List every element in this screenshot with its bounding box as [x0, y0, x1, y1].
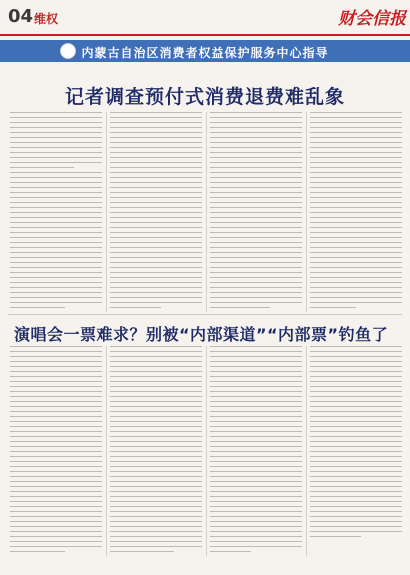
article2-column-1: [10, 346, 102, 556]
article1-column-2: [110, 112, 202, 312]
article1-column-3: [210, 112, 302, 312]
section-divider: [8, 314, 402, 315]
header-rule: [0, 34, 410, 36]
article2-column-4: [310, 346, 402, 541]
banner-title: 内蒙古自治区消费者权益保护服务中心指导: [81, 46, 329, 60]
article2-headline: 演唱会一票难求？别被“内部渠道”“内部票”钓鱼了: [14, 325, 389, 344]
article1-headline: 记者调查预付式消费退费难乱象: [64, 86, 345, 108]
article2-column-3: [210, 346, 302, 556]
column-divider: [206, 346, 207, 556]
article1-column-1: [10, 112, 102, 312]
section-title: 维权: [34, 12, 59, 26]
column-divider: [106, 346, 107, 556]
column-divider: [306, 346, 307, 556]
column-divider: [206, 112, 207, 312]
page-header: [0, 0, 410, 34]
article2-column-2: [110, 346, 202, 556]
column-divider: [306, 112, 307, 312]
masthead-logo: 财会信报: [338, 9, 406, 29]
page-number: 04: [8, 6, 34, 27]
article1-column-4: [310, 112, 402, 312]
column-divider: [106, 112, 107, 312]
